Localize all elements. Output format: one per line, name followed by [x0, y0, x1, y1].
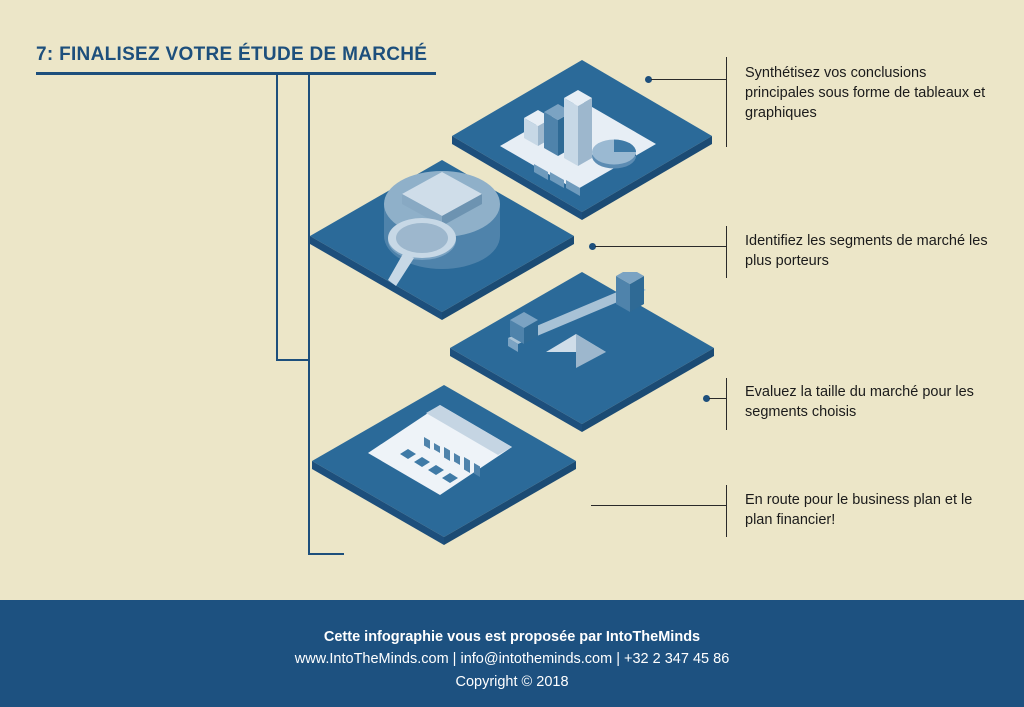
- title-underline: [36, 72, 436, 75]
- connector-horizontal-left-top: [276, 359, 310, 361]
- page-title: 7: FINALISEZ VOTRE ÉTUDE DE MARCHÉ: [36, 44, 428, 65]
- callout-line-charts: [651, 79, 726, 80]
- callout-line-sizing: [709, 398, 726, 399]
- callout-text-charts: Synthétisez vos conclusions principales sous forme de tableaux et graphiques: [745, 65, 986, 121]
- callout-text-segments: Identifiez les segments de marché les plus porteurs: [745, 233, 988, 269]
- footer-line-1: [0, 600, 1024, 648]
- footer-line-3: Copyright © 2018: [455, 673, 569, 690]
- footer-line-2: www.IntoTheMinds.com | info@intotheminds.com | +32 2 347 45 86: [294, 651, 730, 668]
- callout-line-segments: [595, 246, 726, 247]
- callout-text-business-plan: En route pour le business plan et le plan financier!: [745, 492, 973, 528]
- callout-vline-segments: [726, 226, 727, 278]
- callout-vline-charts: [726, 57, 727, 147]
- footer-brand: IntoTheMinds: [605, 629, 701, 645]
- footer-line-1-prefix: Cette infographie vous est proposée par: [323, 629, 606, 645]
- callout-vline-business-plan: [726, 485, 727, 537]
- callout-vline-sizing: [726, 378, 727, 430]
- callout-text-sizing: Evaluez la taille du marché pour les segments choisis: [745, 384, 974, 420]
- callout-line-business-plan: [591, 505, 726, 506]
- footer: [0, 600, 1024, 707]
- isometric-platform-icon: [312, 385, 576, 545]
- connector-horizontal-bottom: [308, 553, 344, 555]
- connector-vertical-left: [276, 72, 278, 360]
